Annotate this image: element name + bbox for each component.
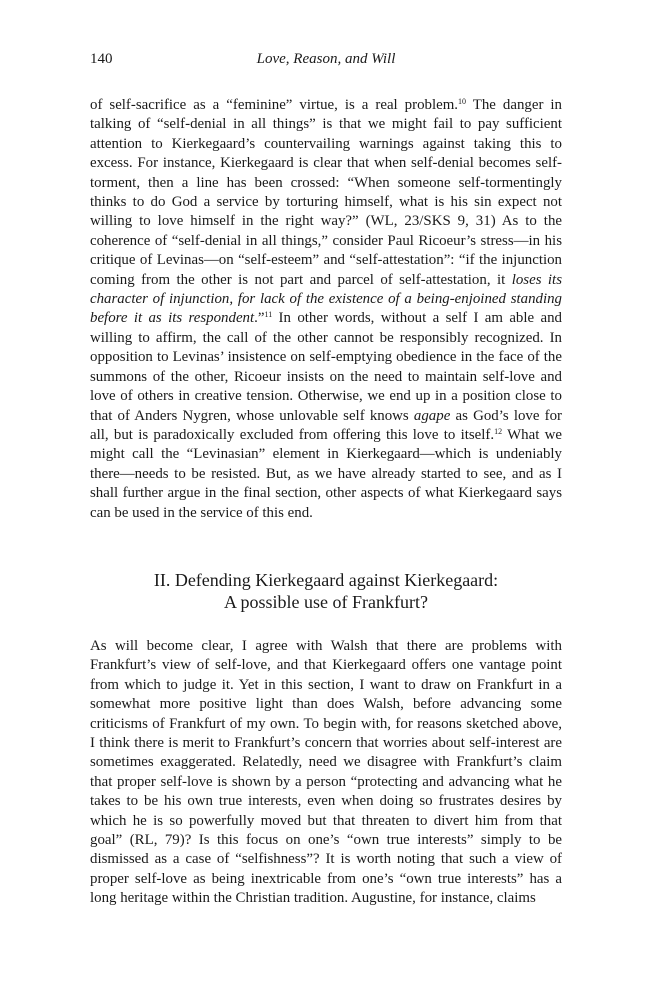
running-header (90, 51, 562, 73)
italic-quote: loses its character of injunction, for lack of the existence of a being-enjoined standing before it as its respondent (90, 271, 562, 327)
italic-term: agape (413, 407, 451, 424)
section-heading-line-1: II. Defending Kierkegaard against Kierkegaard: (153, 569, 499, 590)
footnote-ref-12: 12 (494, 426, 503, 436)
running-title: Love, Reason, and Will (256, 51, 396, 67)
text-run: In other words, without a self I am able and willing to affirm, the call of the other cannot be responsibly recognized. In opposition to Levinas’ insistence on self-emptying obedience in the face of the summons of the other, Ricoeur insists on the need to maintain self-love and love of others in creative tension. Otherwise, we end up in a position close to that of Anders Nygren, whose unlovable self knows (90, 310, 562, 424)
section-heading-line-2: A possible use of Frankfurt? (224, 591, 428, 612)
page-number: 140 (90, 51, 113, 67)
text-run: The danger in talking of “self-denial in all things” is that we might fail to pay sufficient attention to Kierkegaard’s countervailing warnings against taking this to excess. For instance, Kierkegaard is clear that when self-denial becomes self-torment, then a line has been crossed: “When someone self-tormentingly thinks to do God a service by torturing himself, what is his sin expect not willing to love himself in the right way?” (WL, 23/SKS 9, 31) As to the coherence of “self-denial in all things,” consider Paul Ricoeur’s stress—in his critique of Levinas—on “self-esteem” and “self-attestation”: “if the injunction coming from the other is not part and parcel of self-attestation, it (90, 97, 562, 288)
text-run: of self-sacrifice as a “feminine” virtue, is a real problem. (90, 97, 459, 113)
footnote-ref-11: 11 (264, 310, 273, 320)
text-run: What we might call the “Levinasian” element in Kierkegaard—which is undeniably there—needs to be resisted. But, as we have already started to see, and as I shall further argue in the final section, other aspects of what Kierkegaard says can be used in the service of this end. (90, 426, 562, 521)
paragraph-1 (90, 96, 562, 523)
footnote-ref-10: 10 (458, 97, 467, 106)
text-run: .” (254, 310, 265, 327)
body-text (90, 96, 562, 909)
text-run: as God’s love for all, but is paradoxically excluded from offering this love to itself. (90, 407, 563, 443)
section-heading (90, 569, 562, 613)
paragraph-2: As will become clear, I agree with Walsh that there are problems with Frankfurt’s view of self-love, and that Kierkegaard offers one vantage point from which to judge it. Yet in this section, I want to draw on Frankfurt in a somewhat more positive light than does Walsh, before advancing some criticisms of Frankfurt of my own. To begin with, for reasons sketched above, I think there is merit to Frankfurt’s concern that worries about self-interest are sometimes exaggerated. Relatedly, need we disagree with Frankfurt’s claim that proper self-love is shown by a person “protecting and advancing what he takes to be his own true interests, even when doing so frustrates desires by which he is so powerfully moved but that threaten to divert him from that goal” (RL, 79)? Is this focus on one’s “own true interests” simply to be dismissed as a case of “selfishness”? It is worth noting that such a view of proper self-love as being inextricable from one’s “own true interests” has a long heritage within the Christian tradition. Augustine, for instance, claims (90, 637, 562, 907)
